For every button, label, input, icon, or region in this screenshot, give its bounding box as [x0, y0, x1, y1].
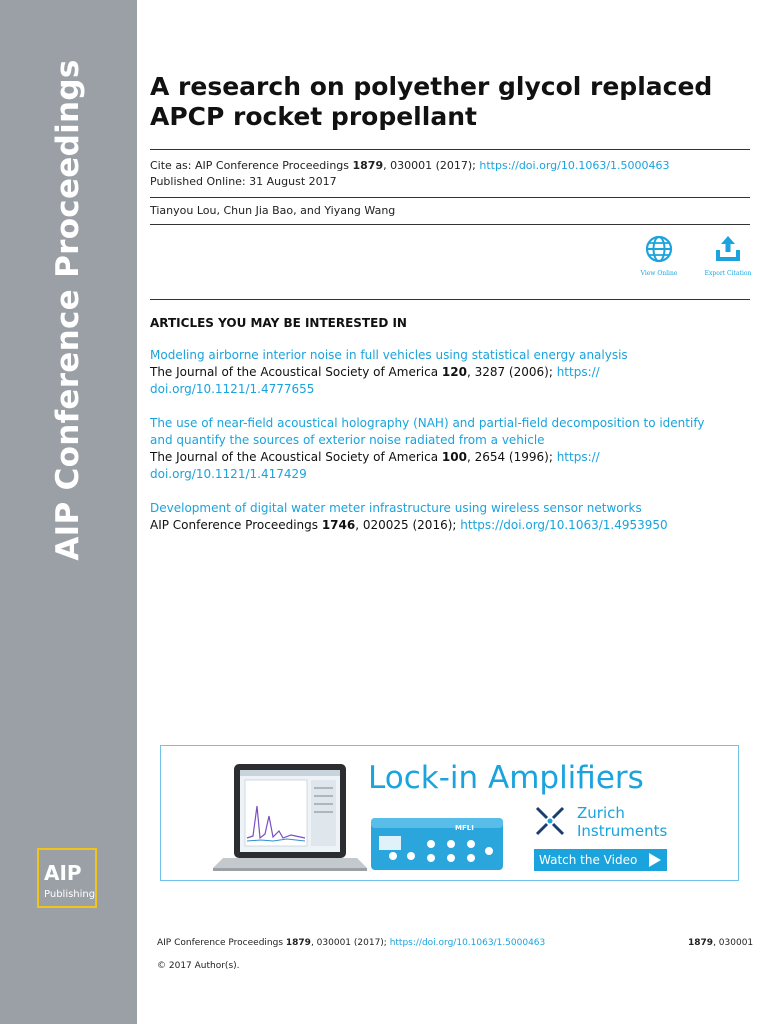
related-article	[150, 500, 750, 534]
footer-page-id: , 030001	[713, 938, 754, 948]
sidebar	[0, 0, 137, 1024]
citation-volume: 1879	[352, 159, 384, 172]
journal-details: , 3287 (2006);	[466, 365, 557, 379]
related-article-citation	[150, 449, 750, 466]
brand-line-1: Zurich	[577, 804, 625, 822]
related-article	[150, 347, 750, 398]
journal-volume: 100	[441, 450, 467, 464]
article-title: A research on polyether glycol replaced APCP rocket propellant	[150, 72, 713, 131]
ad-headline: Lock-in Amplifiers	[368, 760, 644, 796]
footer-citation	[157, 938, 545, 948]
device-label: MFLI	[455, 824, 474, 832]
doi-link[interactable]: doi.org/10.1121/1.4777655	[150, 382, 315, 396]
published-date: Published Online: 31 August 2017	[150, 175, 337, 188]
journal-volume: 120	[441, 365, 467, 379]
export-citation-button[interactable]	[698, 234, 758, 277]
aip-publishing-logo[interactable]	[37, 848, 97, 908]
brand-line-2: Instruments	[577, 822, 668, 840]
citation-line	[150, 158, 670, 173]
divider	[150, 197, 750, 198]
journal-name: AIP Conference Proceedings	[150, 518, 322, 532]
divider	[150, 149, 750, 150]
view-online-button[interactable]	[629, 234, 689, 277]
citation-prefix: Cite as: AIP Conference Proceedings	[150, 159, 353, 172]
doi-link[interactable]: doi.org/10.1121/1.417429	[150, 467, 307, 481]
footer-citation-prefix: AIP Conference Proceedings	[157, 938, 286, 948]
journal-details: , 2654 (1996);	[466, 450, 557, 464]
watch-video-button[interactable]	[534, 849, 667, 871]
export-citation-label: Export Citation	[704, 270, 752, 277]
related-article-title-link[interactable]: and quantify the sources of exterior noise radiated from a vehicle	[150, 433, 545, 447]
related-article-title-link[interactable]: Development of digital water meter infrastructure using wireless sensor networks	[150, 501, 642, 515]
divider	[150, 299, 750, 300]
logo-text-publishing: Publishing	[44, 889, 96, 900]
journal-name: The Journal of the Acoustical Society of America	[150, 450, 442, 464]
footer-page-number	[688, 938, 753, 948]
view-online-label: View Online	[640, 270, 678, 277]
doi-link[interactable]: https://	[556, 450, 600, 464]
footer-doi-link[interactable]: https://doi.org/10.1063/1.5000463	[389, 938, 546, 948]
footer-volume: 1879	[285, 938, 311, 948]
copyright: © 2017 Author(s).	[157, 961, 240, 971]
related-article-title-link[interactable]: Modeling airborne interior noise in full vehicles using statistical energy analysis	[150, 348, 628, 362]
export-icon	[713, 234, 743, 264]
journal-name: The Journal of the Acoustical Society of America	[150, 365, 442, 379]
related-article-citation	[150, 517, 750, 534]
related-article-citation	[150, 364, 750, 381]
divider	[150, 224, 750, 225]
authors: Tianyou Lou, Chun Jia Bao, and Yiyang Wang	[150, 204, 396, 217]
citation-pages: , 030001 (2017);	[383, 159, 480, 172]
logo-text-aip: AIP	[44, 861, 82, 885]
zurich-instruments-logo-icon	[533, 804, 567, 838]
footer-pages: , 030001 (2017);	[310, 938, 390, 948]
globe-icon	[644, 234, 674, 264]
journal-details: , 020025 (2016);	[355, 518, 461, 532]
doi-link[interactable]: https://	[556, 365, 600, 379]
doi-link[interactable]: https://doi.org/10.1063/1.4953950	[460, 518, 668, 532]
advertisement-banner[interactable]	[160, 745, 739, 881]
citation-doi-link[interactable]: https://doi.org/10.1063/1.5000463	[479, 159, 670, 172]
related-article	[150, 415, 750, 483]
watch-video-label: Watch the Video	[539, 853, 638, 867]
ad-brand	[577, 804, 667, 840]
related-heading: ARTICLES YOU MAY BE INTERESTED IN	[150, 316, 407, 330]
series-title: AIP Conference Proceedings	[50, 59, 86, 561]
related-article-title-link[interactable]: The use of near-field acoustical holography (NAH) and partial-field decomposition to identify	[150, 416, 705, 430]
play-icon	[649, 853, 661, 867]
journal-volume: 1746	[321, 518, 356, 532]
footer-page-volume: 1879	[688, 938, 714, 948]
